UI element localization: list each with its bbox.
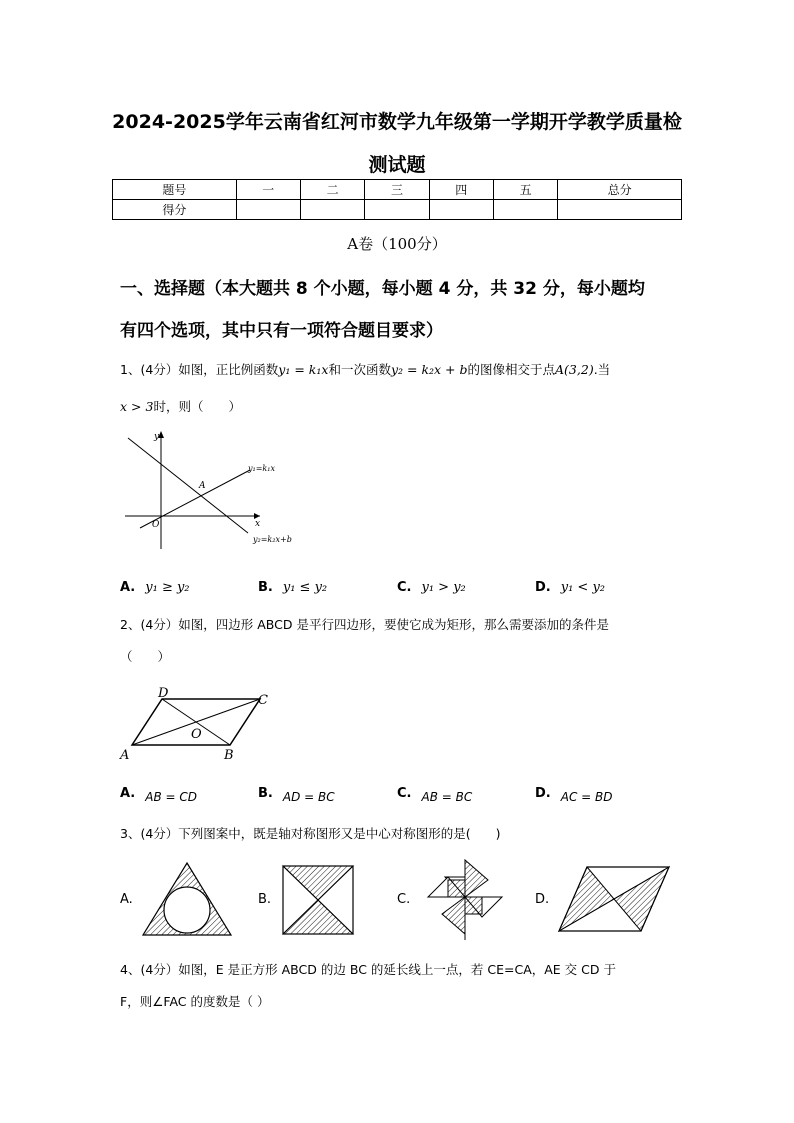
question-4-line2: F，则∠FAC 的度数是（ ） xyxy=(120,994,270,1009)
volume-title: A卷（100分） xyxy=(347,235,447,253)
q2-figure xyxy=(118,682,278,764)
q1-figure xyxy=(120,425,310,550)
fig-label-y2: y₂=k₂x+b xyxy=(253,535,292,544)
question-4-line1: 4、(4分）如图，E 是正方形 ABCD 的边 BC 的延长线上一点，若 CE=CA，AE 交 CD 于 xyxy=(120,962,616,977)
q1-point: A(3,2) xyxy=(555,362,594,377)
q1-option-a[interactable] xyxy=(120,580,190,595)
score-header-cell: 三 xyxy=(365,180,429,200)
vertex-d: D xyxy=(158,686,169,701)
question-3-line1: 3、(4分）下列图案中，既是轴对称图形又是中心对称图形的是( ) xyxy=(120,826,501,841)
fig-label-x: x xyxy=(255,519,261,529)
question-2-line2: （ ） xyxy=(120,649,171,664)
score-table-score-row xyxy=(113,200,682,220)
option-text: AB = BC xyxy=(421,790,473,804)
q1-option-b[interactable] xyxy=(258,580,327,595)
score-header-cell: 二 xyxy=(300,180,364,200)
q1-end: .当 xyxy=(593,362,611,377)
fig-label-o: O xyxy=(152,520,160,530)
pinwheel-blade-hatched xyxy=(465,860,488,897)
q1-suffix: 的图像相交于点 xyxy=(467,362,556,377)
score-cell xyxy=(236,200,300,220)
q1-mid: 和一次函数 xyxy=(328,362,391,377)
q3-option-d-key[interactable]: D. xyxy=(535,892,550,907)
option-key: B. xyxy=(258,786,273,801)
q1-option-c[interactable] xyxy=(397,580,466,595)
q3-option-a-figure[interactable] xyxy=(140,860,235,938)
vertex-b: B xyxy=(224,748,234,763)
q2-option-d[interactable] xyxy=(535,786,613,804)
fig-label-y1: y₁=k₁x xyxy=(248,464,275,473)
q1-option-d[interactable] xyxy=(535,580,605,595)
fig-label-a: A xyxy=(199,481,206,491)
q1-condition: x > 3 xyxy=(120,399,154,414)
q2-option-b[interactable] xyxy=(258,786,335,804)
option-key: C. xyxy=(397,786,412,801)
q1-line2-text: 时，则（ ） xyxy=(153,399,241,414)
score-cell xyxy=(429,200,493,220)
vertex-a: A xyxy=(120,748,130,763)
question-1-line1 xyxy=(120,360,610,378)
option-text: AD = BC xyxy=(282,790,335,804)
option-text: y₁ > y₂ xyxy=(421,580,466,595)
option-text: y₁ < y₂ xyxy=(560,580,606,595)
line-y2 xyxy=(128,438,248,533)
score-cell xyxy=(493,200,557,220)
q1-prefix: 1、(4分）如图，正比例函数 xyxy=(120,362,279,377)
q1-formula-2: y₂ = k₂x + b xyxy=(390,362,468,377)
option-key: A. xyxy=(120,580,136,595)
q2-option-a[interactable] xyxy=(120,786,197,804)
page-title-line2: 测试题 xyxy=(368,154,426,176)
vertex-c: C xyxy=(258,693,268,708)
option-key: A. xyxy=(120,786,136,801)
inscribed-circle xyxy=(164,887,210,933)
option-key: B. xyxy=(258,580,273,595)
section-heading-line1: 一、选择题（本大题共 8 个小题，每小题 4 分，共 32 分，每小题均 xyxy=(120,279,645,299)
option-text: y₁ ≤ y₂ xyxy=(282,580,328,595)
question-1-line2 xyxy=(120,397,241,415)
option-key: D. xyxy=(535,786,551,801)
option-text: AC = BD xyxy=(560,790,613,804)
q3-option-c-key[interactable]: C. xyxy=(397,892,411,907)
q3-option-d-figure[interactable] xyxy=(557,864,672,934)
score-cell xyxy=(300,200,364,220)
q2-option-c[interactable] xyxy=(397,786,473,804)
score-header-cell: 五 xyxy=(493,180,557,200)
score-cell xyxy=(365,200,429,220)
score-header-cell: 题号 xyxy=(113,180,237,200)
section-heading-line2: 有四个选项，其中只有一项符合题目要求） xyxy=(120,321,443,341)
center-o: O xyxy=(191,727,202,742)
page-title: 2024-2025学年云南省红河市数学九年级第一学期开学教学质量检 xyxy=(112,111,682,133)
score-header-cell: 一 xyxy=(236,180,300,200)
question-2-line1: 2、(4分）如图，四边形 ABCD 是平行四边形，要使它成为矩形，那么需要添加的条件是 xyxy=(120,617,609,632)
q3-option-c-figure[interactable] xyxy=(420,852,510,944)
score-table xyxy=(112,179,682,220)
option-key: D. xyxy=(535,580,551,595)
option-text: y₁ ≥ y₂ xyxy=(145,580,190,595)
option-text: AB = CD xyxy=(145,790,197,804)
q3-option-b-figure[interactable] xyxy=(281,864,356,936)
score-table-header-row xyxy=(113,180,682,200)
score-cell xyxy=(558,200,682,220)
pinwheel-center-hatched xyxy=(448,880,465,897)
score-row-label: 得分 xyxy=(113,200,237,220)
pinwheel-blade-hatched xyxy=(442,897,465,934)
q3-option-b-key[interactable]: B. xyxy=(258,892,272,907)
score-header-cell: 四 xyxy=(429,180,493,200)
option-key: C. xyxy=(397,580,412,595)
q3-option-a-key[interactable]: A. xyxy=(120,892,133,907)
fig-label-y: y xyxy=(154,432,160,442)
q1-formula-1: y₁ = k₁x xyxy=(278,362,329,377)
score-header-cell: 总分 xyxy=(558,180,682,200)
pinwheel-center-hatched xyxy=(465,897,482,914)
